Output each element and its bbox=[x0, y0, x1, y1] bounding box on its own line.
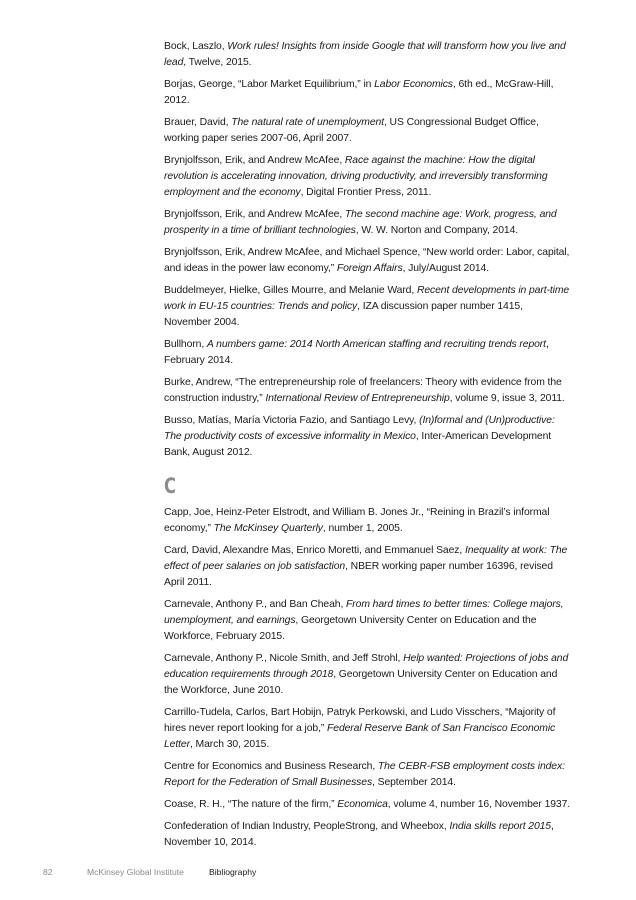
reference-entry bbox=[164, 207, 572, 239]
reference-text: Bullhorn, bbox=[164, 339, 207, 350]
reference-text: Busso, Matías, María Victoria Fazio, and Santiago Levy, bbox=[164, 415, 420, 426]
reference-entry bbox=[164, 39, 572, 71]
reference-text: , Georgetown University Center on Education and the Workforce, June 2010. bbox=[164, 669, 558, 696]
reference-text: Brynjolfsson, Erik, and Andrew McAfee, bbox=[164, 155, 345, 166]
reference-entry bbox=[164, 705, 572, 753]
bibliography-list bbox=[164, 39, 572, 857]
reference-text: Buddelmeyer, Hielke, Gilles Mourre, and Melanie Ward, bbox=[164, 285, 417, 296]
reference-title: The CEBR-FSB employment costs index: Report for the Federation of Small Businesses bbox=[164, 761, 565, 788]
reference-text: , Inter-American Development Bank, August 2012. bbox=[164, 431, 552, 458]
section-letter-heading: C bbox=[164, 474, 177, 498]
reference-title: Work rules! Insights from inside Google that will transform how you live and lead bbox=[164, 41, 566, 68]
reference-title: India skills report 2015 bbox=[449, 821, 551, 832]
reference-text: , Digital Frontier Press, 2011. bbox=[300, 187, 432, 198]
reference-text: , W. W. Norton and Company, 2014. bbox=[355, 225, 519, 236]
reference-entry bbox=[164, 413, 572, 461]
reference-text: Borjas, George, “Labor Market Equilibrium,” in bbox=[164, 79, 375, 90]
reference-text: , volume 4, number 16, November 1937. bbox=[387, 799, 571, 810]
reference-text: , NBER working paper number 16396, revised April 2011. bbox=[164, 561, 553, 588]
reference-text: , Georgetown University Center on Education and the Workforce, February 2015. bbox=[164, 615, 537, 642]
reference-text: Card, David, Alexandre Mas, Enrico Moretti, and Emmanuel Saez, bbox=[164, 545, 465, 556]
reference-text: , September 2014. bbox=[372, 777, 456, 788]
reference-entry bbox=[164, 651, 572, 699]
reference-text: Brynjolfsson, Erik, and Andrew McAfee, bbox=[164, 209, 345, 220]
reference-title: Economica bbox=[337, 799, 388, 810]
reference-title: Help wanted: Projections of jobs and education requirements through 2018 bbox=[164, 653, 569, 680]
reference-text: Coase, R. H., “The nature of the firm,” bbox=[164, 799, 338, 810]
reference-text: Centre for Economics and Business Research, bbox=[164, 761, 378, 772]
reference-text: Carnevale, Anthony P., Nicole Smith, and Jeff Strohl, bbox=[164, 653, 404, 664]
reference-text: , 6th ed., McGraw-Hill, 2012. bbox=[164, 79, 554, 106]
reference-entry bbox=[164, 77, 572, 109]
reference-text: , November 10, 2014. bbox=[164, 821, 554, 848]
reference-entry bbox=[164, 543, 572, 591]
reference-entry bbox=[164, 115, 572, 147]
reference-text: Carrillo-Tudela, Carlos, Bart Hobijn, Patryk Perkowski, and Ludo Visschers, “Majority of hires never report looking for a job,” bbox=[164, 707, 556, 734]
reference-text: , Twelve, 2015. bbox=[183, 57, 252, 68]
page-number: 82 bbox=[43, 867, 53, 877]
reference-title: Recent developments in part-time work in EU-15 countries: Trends and policy bbox=[164, 285, 570, 312]
reference-text: , July/August 2014. bbox=[402, 263, 490, 274]
reference-title: The natural rate of unemployment bbox=[231, 117, 384, 128]
references-section-b bbox=[164, 39, 572, 461]
reference-text: Brauer, David, bbox=[164, 117, 232, 128]
reference-text: , volume 9, issue 3, 2011. bbox=[449, 393, 565, 404]
page-footer bbox=[0, 867, 636, 881]
reference-text: Brynjolfsson, Erik, Andrew McAfee, and Michael Spence, “New world order: Labor, capital, and ideas in the power law economy,” bbox=[164, 247, 570, 274]
reference-text: , February 2014. bbox=[164, 339, 549, 366]
section-name: Bibliography bbox=[209, 867, 257, 877]
reference-entry bbox=[164, 597, 572, 645]
reference-text: Carnevale, Anthony P., and Ban Cheah, bbox=[164, 599, 347, 610]
reference-title: The McKinsey Quarterly bbox=[213, 523, 323, 534]
reference-entry bbox=[164, 759, 572, 791]
reference-text: Capp, Joe, Heinz-Peter Elstrodt, and William B. Jones Jr., “Reining in Brazil’s informal economy,” bbox=[164, 507, 550, 534]
reference-entry bbox=[164, 245, 572, 277]
references-section-c bbox=[164, 505, 572, 851]
reference-title: The second machine age: Work, progress, and prosperity in a time of brilliant technologies bbox=[164, 209, 557, 236]
reference-title: Foreign Affairs bbox=[336, 263, 403, 274]
reference-title: Labor Economics bbox=[374, 79, 453, 90]
publisher-name: McKinsey Global Institute bbox=[87, 867, 184, 877]
reference-title: From hard times to better times: College majors, unemployment, and earnings bbox=[164, 599, 564, 626]
reference-entry bbox=[164, 153, 572, 201]
reference-title: International Review of Entrepreneurship bbox=[265, 393, 450, 404]
reference-entry bbox=[164, 375, 572, 407]
reference-title: Race against the machine: How the digital revolution is accelerating innovation, driving productivity, and irreversibly transforming employment and the economy bbox=[164, 155, 548, 198]
reference-entry bbox=[164, 505, 572, 537]
reference-entry bbox=[164, 797, 572, 813]
reference-text: , US Congressional Budget Office, working paper series 2007-06, April 2007. bbox=[164, 117, 539, 144]
reference-text: , number 1, 2005. bbox=[322, 523, 403, 534]
reference-title: Inequality at work: The effect of peer salaries on job satisfaction bbox=[164, 545, 568, 572]
reference-text: Burke, Andrew, “The entrepreneurship role of freelancers: Theory with evidence from the construction industry,” bbox=[164, 377, 562, 404]
reference-text: Bock, Laszlo, bbox=[164, 41, 228, 52]
reference-entry bbox=[164, 337, 572, 369]
reference-text: , IZA discussion paper number 1415, November 2004. bbox=[164, 301, 523, 328]
reference-text: , March 30, 2015. bbox=[189, 739, 270, 750]
reference-text: Confederation of Indian Industry, PeopleStrong, and Wheebox, bbox=[164, 821, 450, 832]
reference-title: A numbers game: 2014 North American staffing and recruiting trends report bbox=[206, 339, 546, 350]
reference-entry bbox=[164, 819, 572, 851]
reference-title: Federal Reserve Bank of San Francisco Economic Letter bbox=[164, 723, 556, 750]
reference-title: (In)formal and (Un)productive: The productivity costs of excessive informality in Mexico bbox=[164, 415, 555, 442]
reference-entry bbox=[164, 283, 572, 331]
